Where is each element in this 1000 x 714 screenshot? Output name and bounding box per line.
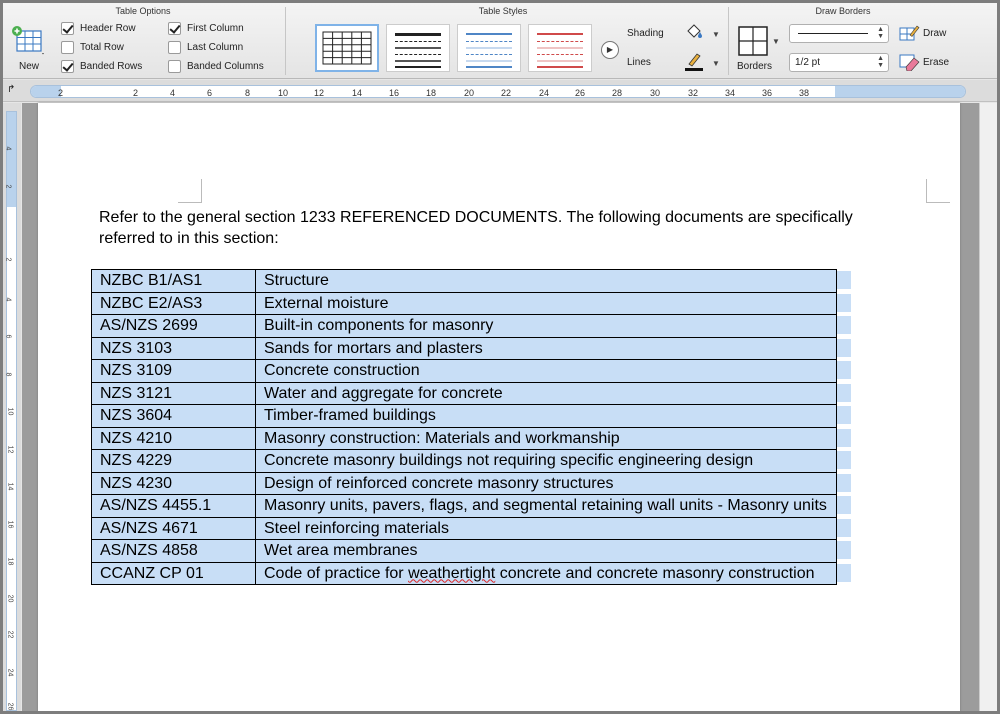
document-title-cell[interactable]: Sands for mortars and plasters [256, 337, 837, 360]
ruler-tick-label: 8 [245, 88, 251, 98]
row-end-mark [837, 339, 851, 357]
ruler-tick-label: 14 [352, 88, 363, 98]
banded-rows-checkbox[interactable] [61, 60, 74, 73]
line-weight-select[interactable]: 1/2 pt ▲ ▼ [789, 53, 889, 72]
more-styles-icon[interactable]: ▶ [601, 41, 619, 59]
horizontal-ruler[interactable] [3, 80, 997, 102]
borders-dropdown-icon[interactable]: ▼ [772, 37, 780, 46]
row-end-mark [837, 316, 851, 334]
borders-label: Borders [737, 61, 773, 72]
first-column-checkbox[interactable] [168, 22, 181, 35]
vertical-ruler-tick-label: 4 [4, 146, 12, 151]
document-code-cell[interactable]: NZS 3103 [92, 337, 256, 360]
total-row-label: Total Row [80, 42, 124, 53]
row-end-mark [837, 451, 851, 469]
document-code-cell[interactable]: AS/NZS 4671 [92, 517, 256, 540]
row-end-mark [837, 429, 851, 447]
ruler-tick-label: 26 [575, 88, 586, 98]
vertical-ruler-tick-label: 22 [6, 630, 14, 639]
document-code-cell[interactable]: NZS 3109 [92, 360, 256, 383]
ruler-tick-label: 36 [762, 88, 773, 98]
vertical-ruler-tick-label: 24 [6, 668, 14, 677]
table-row[interactable] [92, 405, 837, 428]
row-end-mark [837, 406, 851, 424]
row-end-mark [837, 271, 851, 289]
ruler-tick-label: 24 [539, 88, 550, 98]
document-code-cell[interactable]: NZS 3121 [92, 382, 256, 405]
vertical-ruler[interactable] [3, 103, 21, 711]
table-row[interactable] [92, 472, 837, 495]
document-title-cell[interactable]: Concrete masonry buildings not requiring specific engineering design [256, 450, 837, 473]
document-code-cell[interactable]: NZS 3604 [92, 405, 256, 428]
document-title-cell[interactable] [256, 562, 837, 585]
document-code-cell[interactable]: NZBC B1/AS1 [92, 270, 256, 293]
table-row[interactable] [92, 270, 837, 293]
document-title-cell[interactable]: Water and aggregate for concrete [256, 382, 837, 405]
row-end-mark [837, 294, 851, 312]
table-row[interactable] [92, 517, 837, 540]
vertical-ruler-tick-label: 20 [6, 594, 14, 603]
lines-label: Lines [627, 57, 651, 68]
document-code-cell[interactable]: NZS 4230 [92, 472, 256, 495]
vertical-ruler-tick-label: 14 [6, 482, 14, 491]
document-code-cell[interactable]: AS/NZS 4858 [92, 540, 256, 563]
lines-dropdown-icon[interactable]: ▼ [712, 59, 720, 68]
document-title-cell[interactable]: Design of reinforced concrete masonry structures [256, 472, 837, 495]
document-title-cell[interactable]: Wet area membranes [256, 540, 837, 563]
ruler-tick-label: 12 [314, 88, 325, 98]
row-end-mark [837, 384, 851, 402]
vertical-ruler-tick-label: 26 [6, 702, 14, 711]
banded-columns-checkbox[interactable] [168, 60, 181, 73]
table-row[interactable] [92, 540, 837, 563]
vertical-ruler-tick-label: 4 [4, 297, 12, 302]
group-divider [728, 7, 729, 75]
document-title-cell[interactable]: External moisture [256, 292, 837, 315]
table-style-grid[interactable] [315, 24, 379, 72]
ruler-tick-label: 10 [278, 88, 289, 98]
eraser-icon[interactable] [898, 51, 920, 71]
table-row[interactable] [92, 337, 837, 360]
table-style-red[interactable] [528, 24, 592, 72]
shading-label: Shading [627, 28, 664, 39]
ruler-tick-label: 22 [501, 88, 512, 98]
ruler-tick-label: 16 [389, 88, 400, 98]
ruler-tick-label: 2 [133, 88, 139, 98]
row-end-mark [837, 361, 851, 379]
row-end-mark [837, 564, 851, 582]
ruler-tick-label: 30 [650, 88, 661, 98]
new-label: New [19, 61, 40, 72]
vertical-ruler-tick-label: 16 [6, 520, 14, 529]
shading-dropdown-icon[interactable]: ▼ [712, 30, 720, 39]
row-end-mark [837, 496, 851, 514]
table-row[interactable] [92, 562, 837, 585]
document-title-cell[interactable]: Concrete construction [256, 360, 837, 383]
pen-color-icon[interactable] [683, 50, 705, 72]
draw-borders-title: Draw Borders [815, 6, 871, 16]
intro-paragraph[interactable]: Refer to the general section 1233 REFERENCED DOCUMENTS. The following documents are specifically referred to in this section: [99, 209, 853, 247]
group-divider [285, 7, 286, 75]
line-style-select[interactable]: ▲ ▼ [789, 24, 889, 43]
document-code-cell[interactable]: NZBC E2/AS3 [92, 292, 256, 315]
erase-label: Erase [923, 57, 950, 68]
ruler-tick-label: 20 [464, 88, 475, 98]
document-code-cell[interactable]: AS/NZS 2699 [92, 315, 256, 338]
table-row[interactable] [92, 360, 837, 383]
table-row[interactable] [92, 450, 837, 473]
ruler-tick-label: 6 [207, 88, 213, 98]
document-title-cell[interactable]: Timber-framed buildings [256, 405, 837, 428]
draw-label: Draw [923, 28, 947, 39]
vertical-scrollbar[interactable] [979, 103, 997, 711]
first-column-label: First Column [187, 23, 244, 34]
grid-style-icon [317, 26, 377, 70]
document-code-cell[interactable]: CCANZ CP 01 [92, 562, 256, 585]
header-row-label: Header Row [80, 23, 136, 34]
document-title-cell[interactable]: Steel reinforcing materials [256, 517, 837, 540]
ruler-tick-label: 28 [612, 88, 623, 98]
document-title-cell[interactable]: Masonry units, pavers, flags, and segmental retaining wall units - Masonry units [256, 495, 837, 518]
table-row[interactable] [92, 315, 837, 338]
table-row[interactable] [92, 427, 837, 450]
document-code-cell[interactable]: NZS 4210 [92, 427, 256, 450]
title-text: Code of practice for [264, 564, 409, 582]
word-window [3, 3, 997, 711]
title-text: concrete and concrete masonry construction [495, 564, 815, 582]
banded-rows-label: Banded Rows [80, 61, 143, 72]
line-weight-value: 1/2 pt [795, 57, 821, 68]
crop-mark [926, 179, 950, 203]
vertical-ruler-tick-label: 6 [4, 334, 12, 339]
row-end-mark [837, 541, 851, 559]
last-column-checkbox[interactable] [168, 41, 181, 54]
misspelled-word: weathertight [408, 564, 496, 582]
ruler-tick-label: 38 [799, 88, 810, 98]
document-code-cell[interactable]: AS/NZS 4455.1 [92, 495, 256, 518]
table-row[interactable] [92, 382, 837, 405]
vertical-ruler-tick-label: 18 [6, 557, 14, 566]
ruler-tick-label: 2 [58, 88, 64, 98]
document-title-cell[interactable]: Built-in components for masonry [256, 315, 837, 338]
table-row[interactable] [92, 292, 837, 315]
document-page[interactable] [38, 103, 960, 711]
vertical-ruler-tick-label: 2 [4, 184, 12, 189]
ruler-tick-label: 32 [688, 88, 699, 98]
document-title-cell[interactable]: Masonry construction: Materials and workmanship [256, 427, 837, 450]
last-column-label: Last Column [187, 42, 244, 53]
row-end-mark [837, 519, 851, 537]
table-row[interactable] [92, 495, 837, 518]
table-styles-title: Table Styles [478, 6, 528, 16]
total-row-checkbox[interactable] [61, 41, 74, 54]
vertical-ruler-tick-label: 12 [6, 445, 14, 454]
document-title-cell[interactable]: Structure [256, 270, 837, 293]
paint-bucket-icon[interactable] [683, 22, 705, 42]
table-style-dark[interactable] [386, 24, 450, 72]
document-workspace [22, 103, 997, 711]
row-end-mark [837, 474, 851, 492]
ruler-tick-label: 18 [426, 88, 437, 98]
borders-icon[interactable] [736, 24, 770, 58]
new-table-icon[interactable] [11, 25, 45, 55]
tab-selector-icon[interactable]: ↱ [7, 84, 16, 95]
draw-table-icon[interactable] [898, 23, 920, 43]
table-options-title: Table Options [115, 6, 171, 16]
ruler-tick-label: 34 [725, 88, 736, 98]
banded-columns-label: Banded Columns [187, 61, 264, 72]
crop-mark [178, 179, 202, 203]
document-code-cell[interactable]: NZS 4229 [92, 450, 256, 473]
vertical-ruler-tick-label: 10 [6, 407, 14, 416]
table-style-blue[interactable] [457, 24, 521, 72]
ruler-tick-label: 4 [170, 88, 176, 98]
vertical-ruler-tick-label: 8 [4, 372, 12, 377]
vertical-ruler-tick-label: 2 [4, 257, 12, 262]
referenced-documents-table[interactable] [91, 269, 837, 585]
header-row-checkbox[interactable] [61, 22, 74, 35]
ribbon [3, 3, 997, 79]
